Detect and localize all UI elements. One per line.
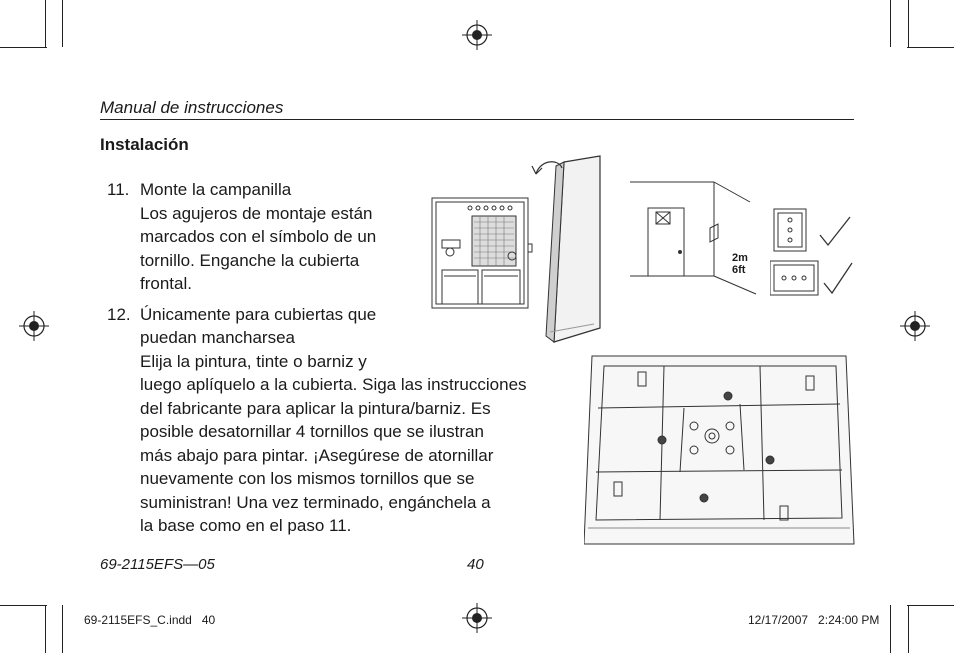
step-line: Monte la campanilla <box>140 180 292 199</box>
step-number: 12. <box>107 305 131 324</box>
placement-illustration <box>630 178 760 298</box>
step-line: frontal. <box>140 274 192 293</box>
crop-mark <box>62 0 63 47</box>
crop-mark <box>908 605 909 653</box>
slug-file: 69-2115EFS_C.indd 40 <box>84 613 216 627</box>
step-line: Los agujeros de montaje están <box>140 204 373 223</box>
slug-timestamp: 12/17/2007 2:24:00 PM <box>748 613 880 627</box>
chime-base-illustration <box>424 152 604 344</box>
crop-mark <box>0 47 47 48</box>
document-code: 69-2115EFS—05 <box>100 556 215 573</box>
registration-mark-icon <box>19 311 49 341</box>
crop-mark <box>908 0 909 47</box>
step-line: la base como en el paso 11. <box>140 516 352 535</box>
step-line: luego aplíquelo a la cubierta. Siga las instrucciones <box>140 375 527 394</box>
distance-label-ft: 6ft <box>732 264 746 276</box>
header-rule <box>100 119 854 120</box>
step-number: 11. <box>107 180 130 199</box>
registration-mark-icon <box>900 311 930 341</box>
crop-mark <box>0 605 47 606</box>
step-line: posible desatornillar 4 tornillos que se ilustran <box>140 422 484 441</box>
distance-label-m: 2m <box>732 252 748 264</box>
crop-mark <box>890 0 891 47</box>
crop-mark <box>907 605 954 606</box>
step-line: marcados con el símbolo de un <box>140 227 377 246</box>
crop-mark <box>907 47 954 48</box>
step-line: tornillo. Enganche la cubierta <box>140 251 360 270</box>
step-line: más abajo para pintar. ¡Asegúrese de atornillar <box>140 446 494 465</box>
cover-back-illustration <box>584 348 856 552</box>
running-header: Manual de instrucciones <box>100 98 284 117</box>
step-line: del fabricante para aplicar la pintura/barniz. Es <box>140 399 491 418</box>
crop-mark <box>890 605 891 653</box>
registration-mark-icon <box>462 20 492 50</box>
step-line: puedan mancharsea <box>140 328 296 347</box>
page-number: 40 <box>467 556 484 573</box>
step-line: Elija la pintura, tinte o barniz y <box>140 352 367 371</box>
step-line: nuevamente con los mismos tornillos que se <box>140 469 475 488</box>
crop-mark <box>45 605 46 653</box>
step-line: Únicamente para cubiertas que <box>140 305 377 324</box>
crop-mark <box>45 0 46 47</box>
step-line: suministran! Una vez terminado, engánchela a <box>140 493 491 512</box>
orientation-icons <box>770 205 855 300</box>
section-title: Instalación <box>100 135 189 154</box>
crop-mark <box>62 605 63 653</box>
registration-mark-icon <box>462 603 492 633</box>
